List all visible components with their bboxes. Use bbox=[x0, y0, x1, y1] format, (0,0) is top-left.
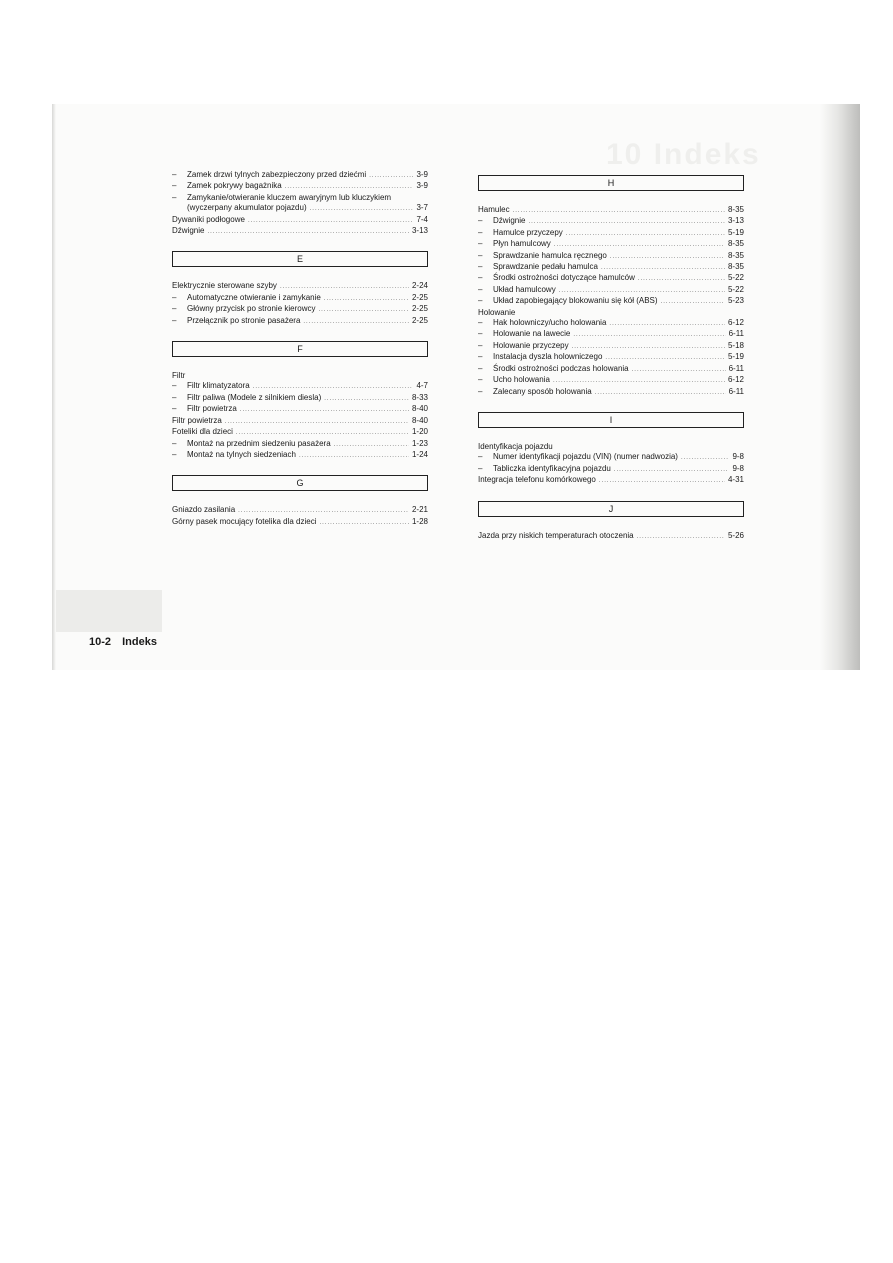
index-subentry bbox=[172, 439, 428, 450]
leader-dots bbox=[280, 282, 409, 292]
index-subentry bbox=[478, 296, 744, 307]
index-subentry bbox=[172, 170, 428, 181]
index-subentry bbox=[478, 251, 744, 262]
leader-dots bbox=[207, 227, 409, 237]
index-entry bbox=[172, 416, 428, 427]
index-column-right bbox=[478, 175, 744, 542]
index-entry-text: – Zamykanie/otwieranie kluczem awaryjnym lub kluczykiem bbox=[172, 193, 428, 203]
show-through-header: 10 Indeks bbox=[606, 138, 761, 171]
index-entry-text: Górny pasek mocujący fotelika dla dzieci bbox=[172, 516, 317, 526]
page-reference: 5-19 bbox=[727, 227, 744, 237]
leader-dots bbox=[681, 453, 729, 463]
leader-dots bbox=[614, 465, 730, 475]
letter-heading-g: G bbox=[172, 475, 428, 491]
letter-heading-e: E bbox=[172, 251, 428, 267]
index-subentry bbox=[478, 329, 744, 340]
page-reference: 5-23 bbox=[727, 296, 744, 306]
index-entry-text: – Główny przycisk po stronie kierowcy bbox=[187, 304, 316, 314]
page-reference: 3-13 bbox=[727, 216, 744, 226]
index-entry-text: – Środki ostrożności dotyczące hamulców bbox=[493, 273, 635, 283]
index-entry bbox=[172, 215, 428, 226]
page-reference: 1-24 bbox=[411, 449, 428, 459]
index-subentry bbox=[172, 450, 428, 461]
index-entry-text: Gniazdo zasilania bbox=[172, 505, 236, 515]
leader-dots bbox=[553, 376, 725, 386]
index-subentry bbox=[478, 216, 744, 227]
index-entry-text: – Instalacja dyszla holowniczego bbox=[493, 352, 603, 362]
letter-heading-i: I bbox=[478, 412, 744, 428]
index-subentry bbox=[478, 341, 744, 352]
page-reference: 7-4 bbox=[416, 214, 428, 224]
index-column-left bbox=[172, 170, 428, 528]
leader-dots bbox=[310, 204, 414, 214]
index-entry-text: – Zalecany sposób holowania bbox=[493, 386, 592, 396]
leader-dots bbox=[573, 330, 725, 340]
page-reference: 2-25 bbox=[411, 304, 428, 314]
index-entry bbox=[172, 517, 428, 528]
index-entry-text: – Układ zapobiegający blokowaniu się kół (ABS) bbox=[493, 296, 658, 306]
index-subentry bbox=[172, 316, 428, 327]
index-subentry bbox=[172, 293, 428, 304]
index-entry-text: – Środki ostrożności podczas holowania bbox=[493, 363, 629, 373]
index-entry-text: Foteliki dla dzieci bbox=[172, 427, 233, 437]
index-entry-text: – Numer identyfikacji pojazdu (VIN) (numer nadwozia) bbox=[493, 452, 678, 462]
page-reference: 5-18 bbox=[727, 340, 744, 350]
leader-dots bbox=[528, 217, 725, 227]
leader-dots bbox=[369, 171, 413, 181]
index-entry-text: – Montaż na tylnych siedzeniach bbox=[187, 449, 296, 459]
index-entry-text: – Sprawdzanie pedału hamulca bbox=[493, 262, 598, 272]
index-entry-text: – Holowanie na lawecie bbox=[493, 329, 571, 339]
leader-dots bbox=[236, 428, 409, 438]
leader-dots bbox=[632, 365, 726, 375]
page-reference: 6-12 bbox=[727, 318, 744, 328]
index-subentry bbox=[172, 181, 428, 192]
index-entry bbox=[478, 205, 744, 216]
leader-dots bbox=[299, 451, 409, 461]
index-heading: Identyfikacja pojazdu bbox=[478, 441, 553, 451]
page-reference: 2-25 bbox=[411, 315, 428, 325]
index-entry-text: – Układ hamulcowy bbox=[493, 284, 556, 294]
index-subentry bbox=[478, 273, 744, 284]
index-entry-text: – Płyn hamulcowy bbox=[493, 239, 551, 249]
page-reference: 4-7 bbox=[416, 381, 428, 391]
index-heading: Holowanie bbox=[478, 307, 516, 317]
index-subentry bbox=[478, 352, 744, 363]
leader-dots bbox=[248, 216, 414, 226]
leader-dots bbox=[238, 506, 409, 516]
index-entry bbox=[172, 203, 428, 214]
leader-dots bbox=[566, 229, 725, 239]
leader-dots bbox=[559, 286, 725, 296]
leader-dots bbox=[609, 319, 725, 329]
index-subentry bbox=[478, 464, 744, 475]
index-entry bbox=[172, 226, 428, 237]
leader-dots bbox=[253, 382, 414, 392]
index-entry-text: Dźwignie bbox=[172, 226, 205, 236]
index-subentry bbox=[478, 318, 744, 329]
page-reference: 3-9 bbox=[416, 170, 428, 179]
index-entry-text: – Filtr klimatyzatora bbox=[187, 381, 250, 391]
leader-dots bbox=[605, 353, 725, 363]
index-entry-text: Hamulec bbox=[478, 205, 510, 214]
letter-heading-j: J bbox=[478, 501, 744, 517]
leader-dots bbox=[285, 182, 414, 192]
index-entry-text: – Filtr paliwa (Modele z silnikiem diesla) bbox=[187, 392, 322, 402]
index-entry bbox=[172, 281, 428, 292]
index-entry-text: – Ucho holowania bbox=[493, 375, 550, 385]
leader-dots bbox=[554, 240, 725, 250]
index-entry-text: – Dźwignie bbox=[493, 216, 526, 226]
index-entry-text: – Automatyczne otwieranie i zamykanie bbox=[187, 292, 321, 302]
page-reference: 1-23 bbox=[411, 438, 428, 448]
page-reference: 2-25 bbox=[411, 292, 428, 302]
page-reference: 1-28 bbox=[411, 516, 428, 526]
page-reference: 6-11 bbox=[728, 386, 744, 396]
index-subentry bbox=[172, 404, 428, 415]
index-heading: Filtr bbox=[172, 371, 186, 381]
index-entry-text: – Filtr powietrza bbox=[187, 404, 237, 414]
leader-dots bbox=[637, 532, 725, 542]
page-left-shadow bbox=[52, 104, 56, 670]
leader-dots bbox=[334, 440, 409, 450]
index-entry-text: Elektrycznie sterowane szyby bbox=[172, 281, 277, 291]
index-entry-text: (wyczerpany akumulator pojazdu) bbox=[187, 203, 307, 213]
page-reference: 4-31 bbox=[727, 475, 744, 485]
leader-dots bbox=[638, 274, 725, 284]
page-reference: 5-22 bbox=[727, 273, 744, 283]
index-entry-text: – Holowanie przyczepy bbox=[493, 340, 569, 350]
leader-dots bbox=[318, 305, 409, 315]
index-entry-text: Jazda przy niskich temperaturach otoczenia bbox=[478, 530, 634, 540]
index-subentry bbox=[478, 364, 744, 375]
page-reference: 8-35 bbox=[727, 262, 744, 272]
footer-gray-block bbox=[56, 590, 162, 632]
index-entry-text: – Tabliczka identyfikacyjna pojazdu bbox=[493, 463, 611, 473]
leader-dots bbox=[324, 394, 409, 404]
leader-dots bbox=[225, 417, 409, 427]
index-subentry bbox=[172, 304, 428, 315]
leader-dots bbox=[599, 476, 725, 486]
index-entry-text: – Sprawdzanie hamulca ręcznego bbox=[493, 250, 607, 260]
index-entry-text: – Hamulce przyczepy bbox=[493, 227, 563, 237]
page-reference: 3-9 bbox=[416, 181, 428, 191]
page-reference: 8-35 bbox=[727, 205, 744, 214]
page-reference: 3-7 bbox=[416, 203, 428, 213]
leader-dots bbox=[513, 206, 725, 216]
page-reference: 2-21 bbox=[411, 505, 428, 515]
index-subentry bbox=[172, 381, 428, 392]
page-reference: 6-12 bbox=[727, 375, 744, 385]
index-entry-text: – Zamek pokrywy bagażnika bbox=[187, 181, 282, 191]
index-subentry bbox=[478, 387, 744, 398]
leader-dots bbox=[595, 388, 726, 398]
page-reference: 9-8 bbox=[732, 452, 744, 462]
index-entry-text: – Hak holowniczy/ucho holowania bbox=[493, 318, 607, 328]
leader-dots bbox=[601, 263, 725, 273]
index-entry-text: – Zamek drzwi tylnych zabezpieczony przed dziećmi bbox=[187, 170, 367, 179]
index-subentry bbox=[478, 375, 744, 386]
index-subentry bbox=[478, 228, 744, 239]
index-entry-text: – Montaż na przednim siedzeniu pasażera bbox=[187, 438, 331, 448]
leader-dots bbox=[610, 252, 725, 262]
leader-dots bbox=[661, 297, 725, 307]
letter-heading-h: H bbox=[478, 175, 744, 191]
page-reference: 6-11 bbox=[728, 363, 744, 373]
page-reference: 8-40 bbox=[411, 404, 428, 414]
leader-dots bbox=[572, 342, 725, 352]
page-footer bbox=[89, 636, 165, 648]
page-reference: 5-22 bbox=[727, 284, 744, 294]
index-subentry bbox=[478, 285, 744, 296]
leader-dots bbox=[320, 518, 409, 528]
index-entry-text: Integracja telefonu komórkowego bbox=[478, 475, 596, 485]
section-name: Indeks bbox=[122, 636, 157, 648]
page-reference: 5-19 bbox=[727, 352, 744, 362]
leader-dots bbox=[303, 317, 409, 327]
index-entry bbox=[172, 505, 428, 516]
page-reference: 9-8 bbox=[732, 463, 744, 473]
index-entry-text: – Przełącznik po stronie pasażera bbox=[187, 315, 301, 325]
page-reference: 8-33 bbox=[411, 392, 428, 402]
page-reference: 1-20 bbox=[411, 427, 428, 437]
page-reference: 5-26 bbox=[727, 530, 744, 540]
index-entry-text: Filtr powietrza bbox=[172, 415, 222, 425]
page-right-edge-shadow bbox=[820, 104, 860, 670]
page-reference: 8-40 bbox=[411, 415, 428, 425]
page-reference: 8-35 bbox=[727, 250, 744, 260]
index-entry bbox=[172, 427, 428, 438]
page-reference: 2-24 bbox=[411, 281, 428, 291]
index-subentry bbox=[478, 239, 744, 250]
letter-heading-f: F bbox=[172, 341, 428, 357]
index-entry-text: Dywaniki podłogowe bbox=[172, 214, 245, 224]
page-reference: 8-35 bbox=[727, 239, 744, 249]
page-reference: 6-11 bbox=[728, 329, 744, 339]
index-entry-multiline bbox=[172, 193, 428, 215]
leader-dots bbox=[240, 405, 409, 415]
index-entry bbox=[478, 475, 744, 486]
index-subentry bbox=[172, 393, 428, 404]
index-subentry bbox=[478, 452, 744, 463]
index-subentry bbox=[478, 262, 744, 273]
page-number: 10-2 bbox=[89, 636, 112, 648]
index-entry bbox=[478, 531, 744, 542]
page-reference: 3-13 bbox=[411, 226, 428, 236]
leader-dots bbox=[324, 294, 409, 304]
